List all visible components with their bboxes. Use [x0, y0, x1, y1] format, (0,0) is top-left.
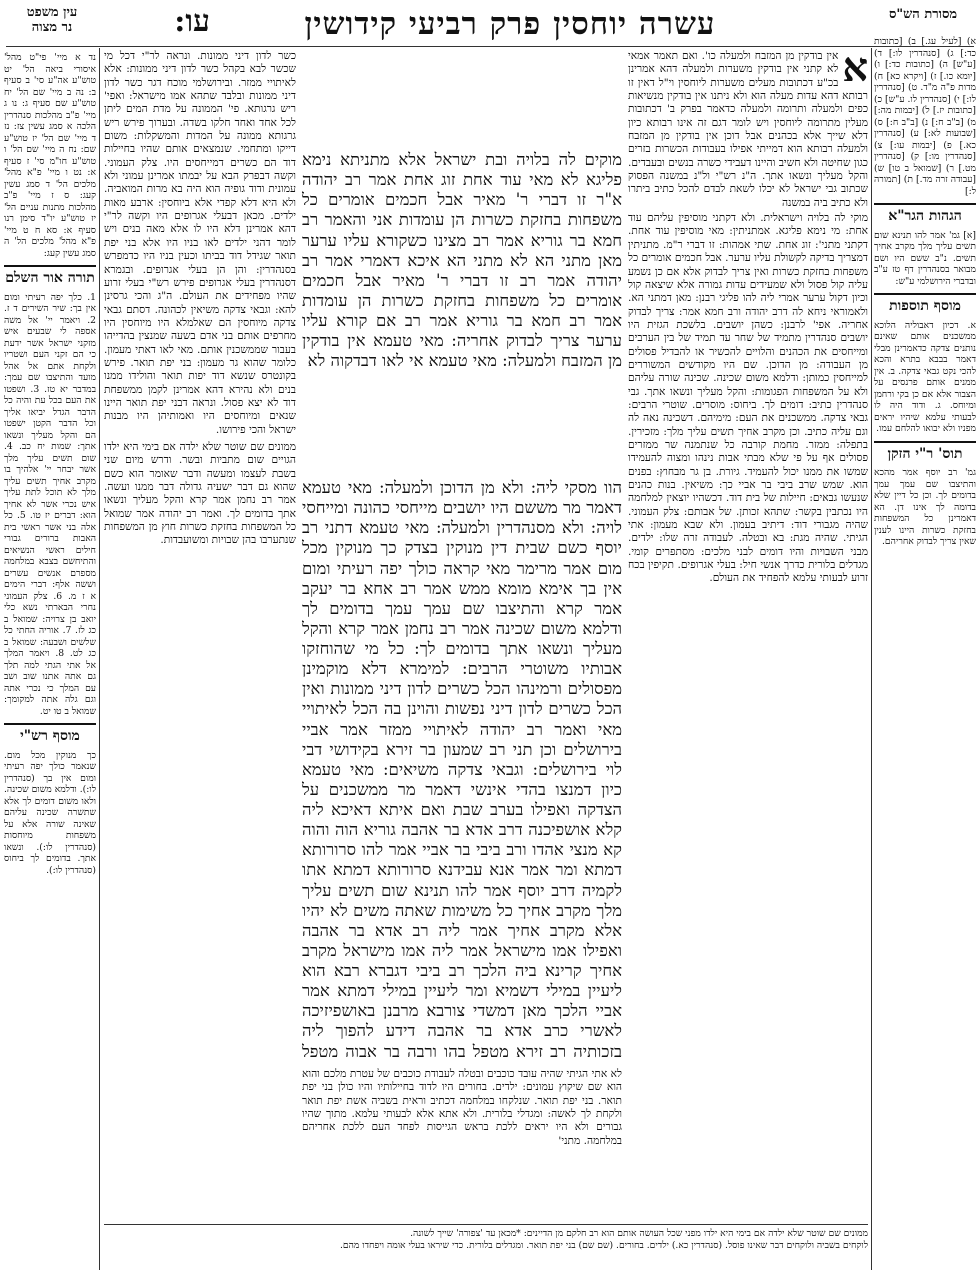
- musaf-tosafot-title: מוסף תוספות: [874, 293, 976, 316]
- initial-word: א: [842, 50, 868, 91]
- ein-mishpat-entries: נד א מיי' פי"ט מהל' איסורי ביאה הל' יט טוש"ע אה"ע סי' ב סעיף ב: נה ב מיי' שם הל' יח טוש"ע שם סעיף ג: נו ג מיי' פ"ב מהלכות סנהדרין הלכה א סמג עשין צז: נז ד מיי' שם הל' יז טוש"ע שם: נח ה מיי' שם הל' ו טוש"ע חו"מ סי' ז סעיף א: נט ו מיי' פ"א מהל' מלכים הל' ד סמג עשין קעג: ס ז מיי' פ"ב מהלכות מתנות עניים הל' יז טוש"ע יו"ד סימן רנו סעיף א: סא ח ט מיי' פ"א מהל' מלכים הל' ה סמג עשין קעג:: [4, 52, 96, 259]
- tosafot-text: כשר לדון דיני ממונות. ונראה לר"י דכל מי שכשר לבא בקהל כשר לדון דיני ממונות: אלא לאיתויי ממזר. ובירושלמי מוכח דגר כשר לדון דיני ממונות ובלבד שתהא אמו מישראל: ואפי' ריש גרגותא. פי' הממונה על מדת המים ליתן לכל אחד ואחד חלקו בשדה. ובערוך פירש ריש גרגותא ממונה על המדות והמשקלות: משום דייקו ומתחמי. שנמצאים אותם שהיו בחיילות דוד הם כשרים דמייחסים היו. צלק העמוני. וקשה דבפרק הבא על יבמתו אמרינן עמוני ולא עמונית ודוד גופיה הוא היה בא מרות המואביה. ולא היא דלא קפדי אלא ביוחסין: ארבע מאות ילדים. מכאן דבעלי אגרופים היו וקשה לר"י דהא אמרינן דלא היו לו אלא מאה בנים ויש לומר דהני ילדים לאו בניו היו אלא בני יפת תואר שגידל דוד בביתו וכעין בניו היו כדמפרש בסנהדרין: והן הן בעלי אגרופים. ובגמרא דסנהדרין בעלי אגרופים פירש רש"י בעלי זרוע שהיו מפחידים את העולם. ה"ג והכי גרסינן להא: וגבאי צדקה משיאין לכהונה. דסתם גבאי צדקה מיוחסין הם שאלמלא היו מיוחסין היו מחרפים אותם בני אדם בשעה שמנצין בהדייהו בעבור שממשכנין אותם. מאי לאו דאתי מעמון. כלומר שהוא גר מעמון: בני יפת תואר. פירש בקונטרס שנשא דוד יפות תואר והולידו ממנו בנים ולא נהירא דהא אמרינן לקמן ממשפחת דוד לא יצא פסול. ונראה דבני יפת תואר היינו שנאים ומיוחסים היו ואמותיהן היו מבנות ישראל והכי פירושו.: [104, 50, 296, 436]
- rashi-column: [628, 50, 868, 1062]
- rashi-bottom: [302, 1068, 622, 1218]
- musaf-rashi-text: כך מנוקין מכל מום. שנאמר כולך יפה רעיתי ומום אין בך (סנהדרין לו:). ודלמא משום שכינה. ולאו משום דומים לך אלא שתשרה שכינה עליהם שאינה שורה אלא על משפחות מיוחסות (סנהדרין לו:). ונשאו אתך. בדומים לך ביחוס (סנהדרין לו:).: [4, 749, 96, 876]
- gemara-block-upper: [302, 150, 622, 472]
- tosafot-column: [104, 50, 296, 1238]
- tosafot-bottom-text: ממונים שם שוטר שלא ילדה אם בימי היא ילדו הגויים שום מתביות ובשר. ודרש מיום שני בשבת לעצמו ומעשה ודבר שאומר הוא כשם שהוא גם דבר ישעיה גדולה דבר ממנו ועשה. אמר רב נחמן אמר קרא והקל מעליך ונשאו אתך בדומים לך. ואמר רב יהודה אמר שמואל כל המשפחות בחזקת כשרות חוץ מן המשפחות שנתערבו בהן שבויות ומשועבדות.: [104, 440, 296, 547]
- rashi-lower-text: מוקי לה בלויה וישראלית. ולא דקתני מוסיפין עליהם עוד אחת: מי נימא פליגא. אמתניתין: מאי מוסיפין עוד אחת. דקתני מתני': זוג אחת. שתי אמהות: זו דברי ר"מ. מתניתין דמצריך בדיקה לקשולת עליו ערער. אבל חכמים אומרים כל משפחות בחזקת כשרות ואין צריך לבדוק אלא אם כן נשמע עליה קול פסול ולא שמעידים עדות גמורה אלא שיצאה קול וכיון דקול ערער אמרי ליה להו פליגי רבנן: מאן דמתני הא. ולאמוראי ניחא לה דרב יהודה ורב חמא אמר: צריך לבדוק אחריה. אפי' לרבנן: כשהן יושבים. בלשכת הגזית היו יושבים סנהדרין מתמיד של שחר עד תמיד של בין הערבים ומייחסים את הכהנים והלויים להכשיר או להבדיל פסולים מן העבודה: מן הדוכן. שם היו מקודשים המשוררים למייחסין כמותן: ודלמא משום שכינה. שכינה שורה עליהם ולא על המשפחות הפגומות: והקל מעליך ונשאו אתך. גבי סנהדרין כתיב: דומים לך. ביחוס: מוסרים. שוטרי הרבים: גבאי צדקה. ממשכנים את העם: מימיהם. דשכינה נאה לה וגם עליה כתיב. וכן מקרב אחיך תשים עליך מלך: מזכירין. בתפלה: ממזר. מחמת קורבה כל שנתמנה שר ממזרים פסולים אף על פי שלא מבתי אבות נינהו ומצוה להעמידו שמשו את ממנו יכול להעמיד. גיורת. בן גר מבחוץ: בפנים הוא. שמש שרב ביבי בר אביי כך: משיאין. בנות כהנים שנעשו גבאים: חיילות של בית דוד. דכשהיו יוצאין למלחמה היו נכתבין בקשר: שתהא זכותן. של אבותם: צלק העמוני. שהיה מגבורי דוד: דיתיב בעמון. ולא שבא מעמון: אתי הגיתי. שהיה מגת: בא ובטלה. לעבודה זרה שלו: ילדים. מבני השבויות והיו דומים לבני מלכים: מסתפרים קומי. מגדלים בלורית כדרך אנשי חיל: בעלי אגרופים. תקיפין בכח זרוע לבעותי עלמא להפחיד את העולם.: [628, 212, 868, 585]
- left-column-rule: [99, 48, 100, 1270]
- gemara-text-main: הוו מסקי ליה: ולא מן הדוכן ולמעלה: מאי טעמא דאמר מר מששם היו יושבים מייחסי כהונה ומייחסי לויה: ולא מסנהדרין ולמעלה: מאי טעמא דתני רב יוסף כשם שבית דין מנוקין בצדק כך מנוקין מכל מום אמר מרימר מאי קראה כולך יפה רעיתי ומום אין בך אימא מומא ממש אמר רב אחא בר יעקב אמר קרא והתיצבו שם עמך עמך בדומים לך ודלמא משום שכינה אמר רב נחמן אמר קרא והקל מעליך ונשאו אתך בדומים לך: כל מי שהוחזקו אבותיו משוטרי הרבים: למימרא דלא מוקמינן מפסולים ורמינהו הכל כשרים לדון דיני ממונות ואין הכל כשרים לדון דיני נפשות והוינן בה הכל לאיתויי מאי ואמר רב יהודה לאיתויי ממזר אמר אביי בירושלים וכן תני רב שמעון בר זירא בקידושי דבי לוי בירושלים: וגבאי צדקה משיאים: מאי טעמא כיון דמנצו בהדי אינשי דאמר מר ממשכנים על הצדקה ואפילו בערב שבת ואם איתא דאיכא ליה קלא אושפיכנה דרב אדא בר אהבה גוריא הוה והוה קא מנצי אהדו ורב ביבי בר אביי אמר להו סרורותא דמתא ומר אמר אנא עבידנא סרורותא דמתא אתו לקמיה דרב יוסף אמר להו תנינא שום תשים עליך מלך מקרב אחיך כל משימות שאתה משים לא יהיו אלא מקרב אחיך אמר ליה רב אדא בר אהבה ואפילו אמו מישראל אמר ליה אמו מישראל מקרב אחיך קרינא ביה הלכך רב ביבי דגברא רבא הוא ליעיין במילי דשמיא ומר ליעיין במילי דמתא אמר אביי הלכך מאן דמשדי צורבא מרבנן באושפיזיכה לאשרי כרב אדא בר אהבה דידע להפוך ליה בזכותיה רב זירא מטפל בהו ורבה בר אבוה מטפל: [302, 478, 622, 1061]
- footer-rule: [104, 1224, 868, 1225]
- masoret-column: [874, 36, 976, 1270]
- rashi-intro-text: אין בודקין מן המזבח ולמעלה כו'. ואם תאמר אמאי לא קתני אין בודקין משערות ולמעלה דהא אמרינן בכ"ע דכתובות מעלים משערות ליוחסין וי"ל דאין זו רבותא דהא עדות מעלה הוא ולא ניתנו אין בודקין מנשיאות כפים ולמעלה ותרומה ולמעלה כדאמר בפרק ב' דכתובות מעלין מתרומה ליוחסין ויש לומר דגם זה אינו רבותא כיון דלא שייך אלא בכהנים אבל דוכן אין בודקין מן המזבח ולמעלה רבותא הוא דמייתי אפילו בעבודות הכשרות בזרים כגון שחיטה ולא חשיב והיינו דעבידי כשרה בנשים ובעבדים. והקל מעליך ונשאו אתך. ה"נ רש"י ול"נ במשנה הפסוק שכתוב גבי ישראל לא יכלו לשאת לבדם להכל כתיב ביתרו ולא כתיב ביה במשנה: [628, 50, 868, 209]
- hagahot-text: [א] גמ' אמר להו תנינא שום תשים עליך מלך מקרב אחיך תשים. נ"ב ששם היו ושם מבואר בסנהדרין דף טז ע"ב ובדברי הירושלמי ע"ש:: [874, 229, 976, 287]
- zaken-title: תוס' ר"י הזקן: [874, 441, 976, 464]
- masoret-header: מסורת הש"ס: [888, 8, 958, 22]
- ein-mishpat-header: עין משפט נר מצוה: [26, 6, 78, 35]
- ein-mishpat-column: [4, 52, 96, 1270]
- footer-line-1: ממונים שם שוטר שלא ילדה אם בימי היא ילדו מפני שכל העושה אותם הוא רב חלקם מן הדיינים: *מכאן עד 'צפורה' שייך לשונה.: [410, 1228, 868, 1239]
- daf-number: עו:: [174, 4, 210, 39]
- torah-or-text: 1. כלך יפה רעיתי ומום אין בך: שיר השירים ד ז. 2. ויאמר יי' אל משה אספה לי שבעים איש מזקני ישראל אשר ידעת כי הם זקני העם ושטריו ולקחת אתם אל אהל מועד והתיצבו שם עמך: במדבר יא טז. 3. ושפטו את העם בכל עת והיה כל הדבר הגדל יביאו אליך וכל הדבר הקטן ישפטו הם והקל מעליך ונשאו אתך: שמות יח כב. 4. שום תשים עליך מלך אשר יבחר יי' אלהיך בו מקרב אחיך תשים עליך מלך לא תוכל לתת עליך איש נכרי אשר לא אחיך הוא: דברים יז טו. 5. כל אלה בני אשר ראשי בית האבות ברורים גבורי חילים ראשי הנשיאים והתיחשם בצבא במלחמה מספרם אנשים עשרים וששה אלף: דברי הימים א ז מ. 6. צלק העמוני נחרי הבארתי נשא כלי יואב בן צרויה: שמואל ב כג לז. 7. אוריה החתי כל שלשים ושבעה: שמואל ב כג לט. 8. ויאמר המלך אל אתי הגתי למה תלך גם אתה אתנו שוב ושב עם המלך כי נכרי אתה וגם גלה אתה למקומך: שמואל ב טו יט.: [4, 291, 96, 717]
- masoret-entries: א) [לעיל עג.] ב) [כתובות כד:] ג) [סנהדרין לו:] ד) [ע"ש] ה) [כתובות כד:] ו) [יומא כו.] ז) [ויקרא כא] ח) מדות פ"ה מ"ד. ט) [סנהדרין לו:] י) [סנהדרין לו. ע"ש] כ) [כתובות יז.] ל) [יבמות מה:] מ) [ב"ב ח:] נ) [ב"ב ח:] ס) [שבועות לא:] ע) [סנהדרין כא.] פ) [יבמות עו:] צ) [סנהדרין מו:] ק) [סנהדרין מט.] ר) [שמואל ב טו] ש) [עבודה זרה מד.] ת) [תמורה ל:]: [874, 36, 976, 197]
- rashi-bottom-text: לא אתי הגיתי שהיה עובד כוכבים ובטלה לעבודת כוכבים של עטרת מלכם והוא הוא שם שיקוץ עמונים: ילדים. בחורים היו לדוד בחיילותיו והיו כולן בני יפת תואר. בני יפת תואר. שנלקחו במלחמה דכתיב וראית בשביה אשת יפת תואר ולקחת לך לאשה: ומגדלי בלורית. ולא אתא אלא לבעותי עלמא. מתוך שהיו גבורים ולא היו יראים ללכת בראש הגייסות לפחד העם ללכת אחריהם במלחמה. מתני': [302, 1068, 622, 1147]
- hagahot-title: הגהות הגר"א: [874, 203, 976, 226]
- page-title: עשרה יוחסין פרק רביעי קידושין: [304, 6, 716, 42]
- footer-line-2: לוקחים בשביה ולוקחים דבר שאינו פוסל. (סנהדרין כא.) ילדים. בחורים. (שם שם) בני יפת תואר. ומגדלים בלורית. כדי שיראו בעלי אומה ויפחדו מהם.: [339, 1239, 868, 1251]
- musaf-rashi-title: מוסף רש"י: [4, 723, 96, 746]
- zaken-text: גמ' רב יוסף אמר מהכא והתיצבו שם עמך עמך בדומים לך. וכן כל דיין שלא בדומה לך אינו דן. הא דאמרינן כל המשפחות בחזקת כשרות היינו לענין שאין צריך לבדוק אחריהם.: [874, 467, 976, 547]
- header-rule: [6, 46, 974, 47]
- torah-or-title: תורה אור השלם: [4, 265, 96, 288]
- musaf-tosafot-text: א. דכיון דאבוליה הלוכא ממשכנים אותם שאינם נותנים צדקה כדאמרינן מבלי דאמר בבבא בתרא והכא להכי נקט גבאי צדקה. ב. אין ממנים אותם פרנסים על הצבור אלא אם כן בקי ורחמן ומיוחס. ג. ודוד היה לו לבעותי עלמא שיהיו יראים מפניו ולא יבואו להלחם עמו.: [874, 319, 976, 434]
- right-column-rule: [871, 48, 872, 1270]
- footer-notes: [104, 1228, 868, 1276]
- gemara-block-main: [302, 478, 622, 1063]
- gemara-text-upper: מוקים לה בלויה ובת ישראל אלא מתניתא נימא פליגא לא מאי עוד אחת זוג אחת אמר רב יהודה א"ר זו דברי ר' מאיר אבל חכמים אומרים כל משפחות בחזקת כשרות הן עומדות אני והאמר רב חמא בר גוריא אמר רב מצינו כשקורא עליו ערער מאן מתני הא לא מתני הא איכא דאמרי אמר רב יהודה אמר רב זו דברי ר' מאיר אבל חכמים אומרים כל משפחות בחזקת כשרות הן עומדות אמר רב חמא בר גוריא אמר רב אם קורא עליו ערער צריך לבדוק אחריה: מאי טעמא אין בודקין מן המזבח ולמעלה: מאי טעמא אי לאו דבדקוה לא: [302, 150, 622, 371]
